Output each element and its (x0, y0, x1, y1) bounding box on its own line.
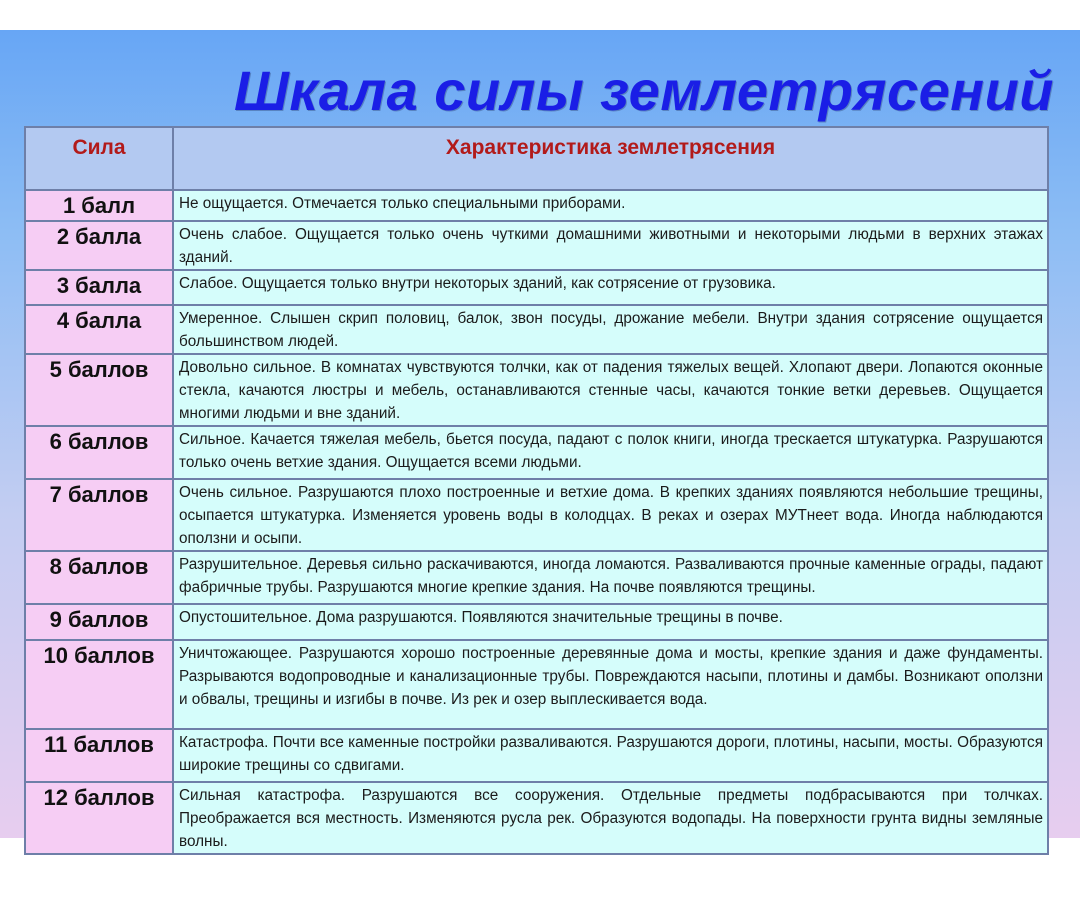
force-cell: 9 баллов (25, 604, 173, 640)
table-row (25, 782, 1048, 854)
table-row (25, 640, 1048, 729)
description-cell: Очень сильное. Разрушаются плохо построенные и ветхие дома. В крепких зданиях появляются небольшие трещины, осыпается штукатурка. Изменяется уровень воды в колодцах. В реках и озерах МУТнеет вода. Иногда наблюдаются оползни и осыпи. (173, 479, 1048, 551)
description-cell: Разрушительное. Деревья сильно раскачиваются, иногда ломаются. Разваливаются прочные каменные ограды, падают фабричные трубы. Разрушаются многие крепкие здания. На почве появляются трещины. (173, 551, 1048, 604)
force-cell: 1 балл (25, 190, 173, 221)
description-cell: Умеренное. Слышен скрип половиц, балок, звон посуды, дрожание мебели. Внутри здания сотрясение ощущается большинством людей. (173, 305, 1048, 354)
force-cell: 11 баллов (25, 729, 173, 782)
description-cell: Не ощущается. Отмечается только специальными приборами. (173, 190, 1048, 221)
description-cell: Опустошительное. Дома разрушаются. Появляются значительные трещины в почве. (173, 604, 1048, 640)
table-row (25, 426, 1048, 479)
table-row (25, 551, 1048, 604)
table-header-row (25, 127, 1048, 190)
table-row (25, 305, 1048, 354)
earthquake-scale-table (24, 126, 1049, 855)
table-row (25, 270, 1048, 305)
force-cell: 12 баллов (25, 782, 173, 854)
table-row (25, 604, 1048, 640)
force-cell: 2 балла (25, 221, 173, 270)
description-cell: Очень слабое. Ощущается только очень чуткими домашними животными и некоторыми людьми в верхних этажах зданий. (173, 221, 1048, 270)
force-cell: 7 баллов (25, 479, 173, 551)
header-force: Сила (25, 127, 173, 190)
description-cell: Довольно сильное. В комнатах чувствуются толчки, как от падения тяжелых вещей. Хлопают двери. Лопаются оконные стекла, качаются люстры и мебель, останавливаются стенные часы, качаются тонкие ветки деревьев. Ощущается многими людьми и вне зданий. (173, 354, 1048, 426)
force-cell: 4 балла (25, 305, 173, 354)
table-row (25, 221, 1048, 270)
slide-background (0, 30, 1080, 850)
table-row (25, 354, 1048, 426)
force-cell: 10 баллов (25, 640, 173, 729)
force-cell: 8 баллов (25, 551, 173, 604)
description-cell: Уничтожающее. Разрушаются хорошо построенные деревянные дома и мосты, крепкие здания и даже фундаменты. Разрываются водопроводные и канализационные трубы. Повреждаются насыпи, плотины и дамбы. Возникают оползни и обвалы, трещины и изгибы в почве. Из рек и озер выплескивается вода. (173, 640, 1048, 729)
description-cell: Сильное. Качается тяжелая мебель, бьется посуда, падают с полок книги, иногда трескается штукатурка. Разрушаются только очень ветхие здания. Ощущается всеми людьми. (173, 426, 1048, 479)
page-title: Шкала силы землетрясений (234, 59, 1054, 122)
table-row (25, 479, 1048, 551)
table-row (25, 190, 1048, 221)
force-cell: 5 баллов (25, 354, 173, 426)
force-cell: 6 баллов (25, 426, 173, 479)
description-cell: Сильная катастрофа. Разрушаются все сооружения. Отдельные предметы подбрасываются при толчках. Преображается вся местность. Изменяются русла рек. Образуются водопады. На поверхности грунта видны земляные волны. (173, 782, 1048, 854)
force-cell: 3 балла (25, 270, 173, 305)
header-description: Характеристика землетрясения (173, 127, 1048, 190)
description-cell: Катастрофа. Почти все каменные постройки разваливаются. Разрушаются дороги, плотины, насыпи, мосты. Образуются широкие трещины со сдвигами. (173, 729, 1048, 782)
description-cell: Слабое. Ощущается только внутри некоторых зданий, как сотрясение от грузовика. (173, 270, 1048, 305)
table-row (25, 729, 1048, 782)
